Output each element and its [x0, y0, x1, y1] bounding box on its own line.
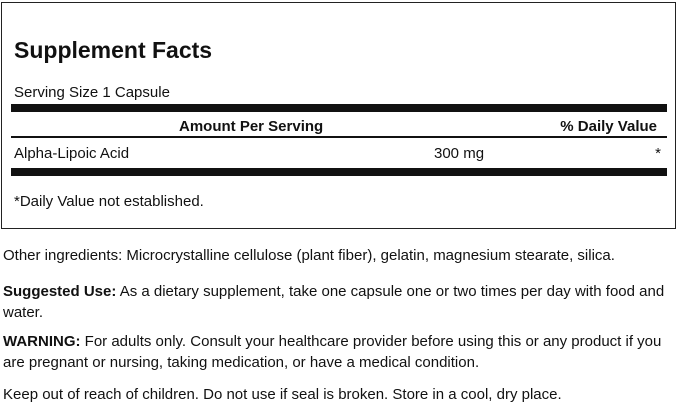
daily-value-footnote: *Daily Value not established.: [14, 193, 204, 210]
other-ingredients: Other ingredients: Microcrystalline cellulose (plant fiber), gelatin, magnesium stearate, silica.: [3, 247, 615, 264]
serving-size: Serving Size 1 Capsule: [14, 84, 170, 101]
storage-instructions: Keep out of reach of children. Do not use if seal is broken. Store in a cool, dry place.: [3, 386, 562, 403]
ingredient-amount: 300 mg: [434, 145, 485, 162]
suggested-use-text: As a dietary supplement, take one capsule one or two times per day with food and water.: [3, 283, 665, 321]
ingredient-name: Alpha-Lipoic Acid: [14, 145, 130, 162]
ingredient-daily-value: *: [655, 145, 661, 162]
thick-divider-bottom: [11, 168, 667, 176]
warning-text: For adults only. Consult your healthcare provider before using this or any product if you are pregnant or nursing, taking medication, or have a medical condition.: [3, 333, 662, 371]
thick-divider-top: [11, 104, 667, 112]
amount-per-serving-header: Amount Per Serving: [179, 118, 324, 135]
warning: [3, 331, 675, 373]
warning-label: WARNING:: [3, 333, 81, 350]
supplement-facts-panel: [1, 2, 676, 229]
suggested-use: [3, 281, 675, 323]
thin-divider: [11, 136, 667, 138]
suggested-use-label: Suggested Use:: [3, 283, 117, 300]
supplement-facts-title: Supplement Facts: [14, 37, 213, 63]
daily-value-header: % Daily Value: [560, 118, 657, 135]
